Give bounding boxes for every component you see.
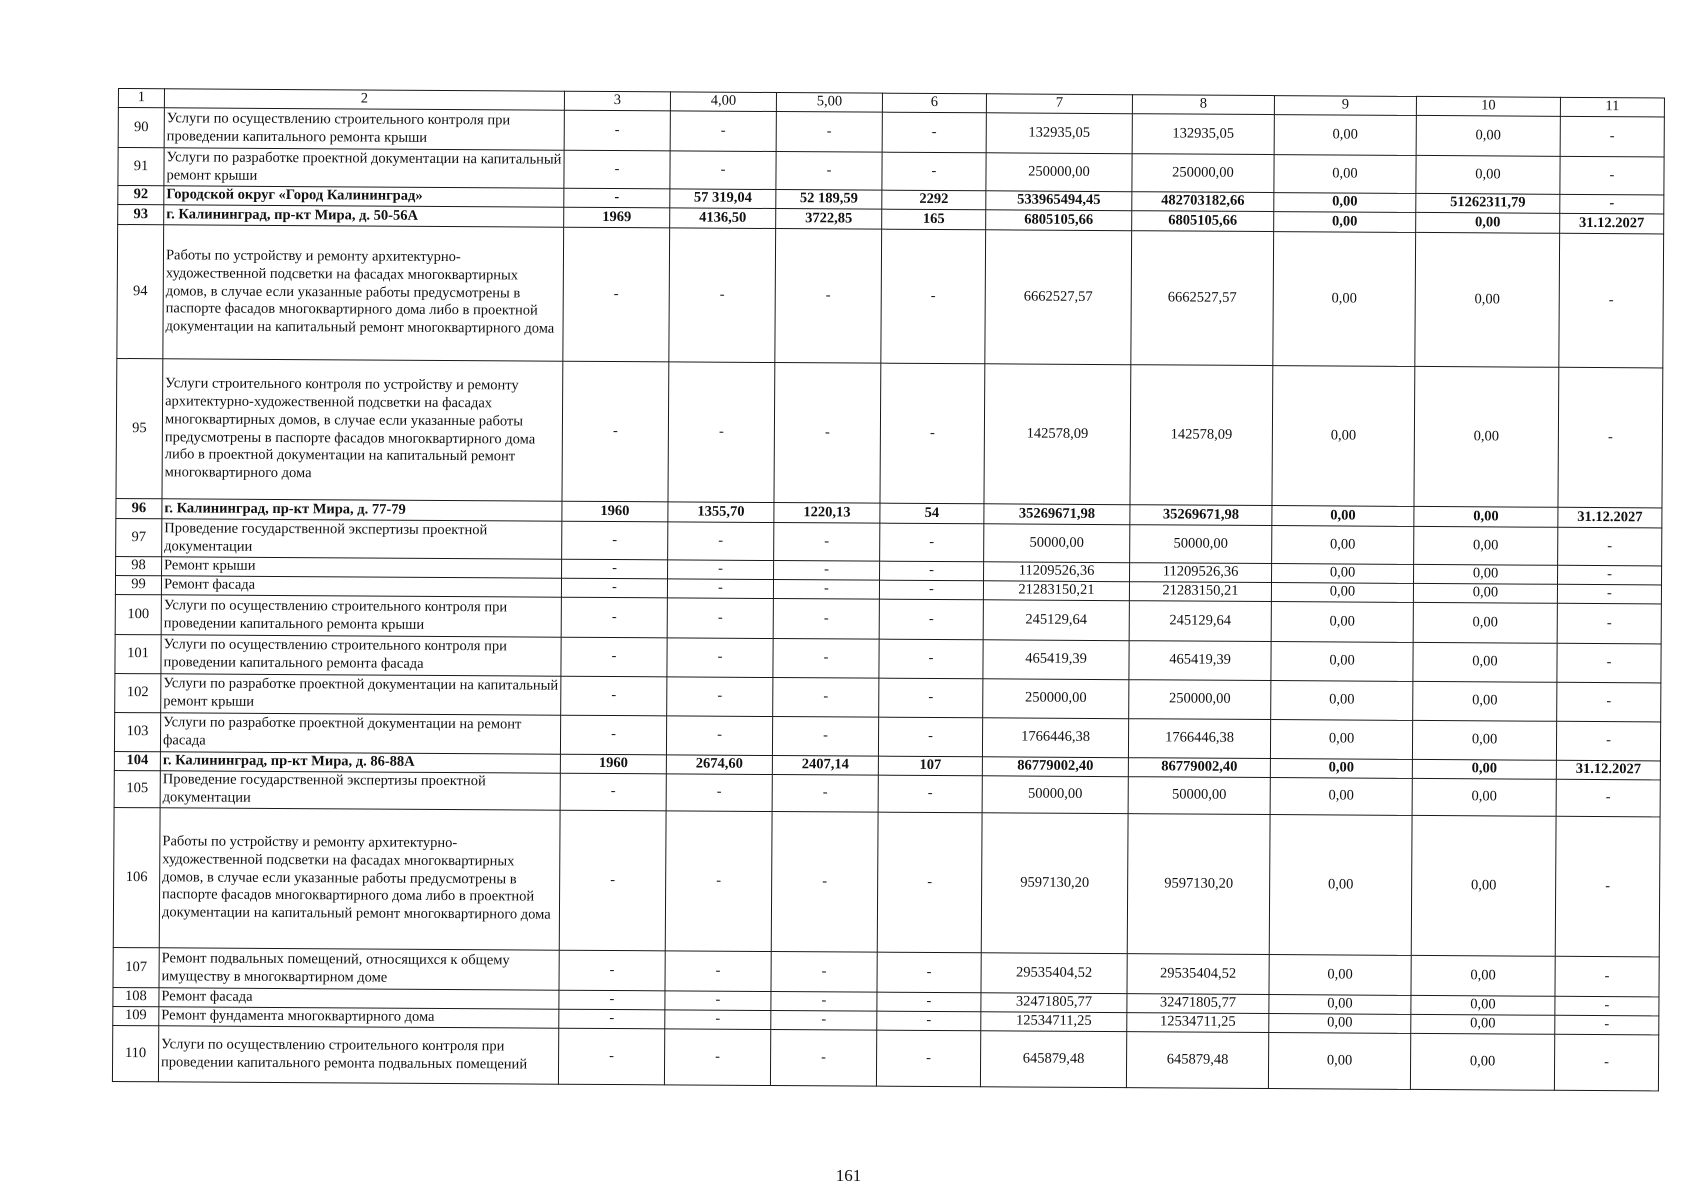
cost-budget-cell: 0,00 [1269, 1014, 1411, 1034]
cost-budget-cell: 0,00 [1273, 232, 1416, 367]
area-total-cell: - [670, 111, 776, 152]
area-total-cell: 4136,50 [670, 208, 776, 229]
residents-cell: - [879, 639, 983, 679]
cost-owners-cell: 0,00 [1411, 955, 1555, 996]
year-cell: - [562, 521, 668, 560]
residents-cell: - [878, 717, 982, 757]
area-total-cell: - [664, 1029, 770, 1086]
area-total-cell: - [668, 362, 775, 503]
cost-fund-cell: 1766446,38 [1128, 719, 1270, 759]
area-total-cell: - [665, 811, 772, 952]
deadline-cell: - [1560, 194, 1664, 214]
cost-fund-cell: 250000,00 [1129, 680, 1271, 720]
residents-cell: - [882, 112, 986, 153]
cost-budget-cell: 0,00 [1271, 681, 1413, 721]
deadline-cell: - [1556, 779, 1660, 817]
residents-cell: - [879, 580, 983, 600]
data-table [112, 88, 1665, 1091]
cost-total-cell: 50000,00 [984, 524, 1130, 563]
cost-total-cell: 29535404,52 [981, 953, 1127, 994]
area-total-cell: - [667, 579, 773, 599]
deadline-cell: - [1556, 721, 1660, 761]
cost-total-cell: 250000,00 [983, 679, 1129, 719]
cost-total-cell: 12534711,25 [981, 1012, 1127, 1032]
header-cell: 8 [1132, 95, 1274, 115]
cost-fund-cell: 35269671,98 [1130, 505, 1272, 526]
residents-cell: - [876, 1030, 980, 1087]
area-total-cell: - [665, 951, 771, 992]
residents-cell: - [879, 678, 983, 718]
work-name-cell: Услуги по разработке проектной документации на ремонт фасада [160, 713, 560, 754]
work-name-cell: г. Калининград, пр-кт Мира, д. 50-56А [164, 205, 564, 227]
area-living-cell: - [773, 678, 879, 718]
cost-total-cell: 1766446,38 [982, 718, 1128, 758]
row-number-cell: 99 [115, 575, 161, 594]
year-cell: - [561, 637, 667, 677]
cost-budget-cell: 0,00 [1274, 212, 1416, 233]
cost-owners-cell: 0,00 [1414, 506, 1558, 527]
area-total-cell: - [668, 560, 774, 580]
cost-budget-cell: 0,00 [1272, 366, 1415, 507]
cost-owners-cell: 0,00 [1410, 1033, 1554, 1090]
cost-fund-cell: 142578,09 [1130, 365, 1273, 506]
deadline-cell: 31.12.2027 [1558, 507, 1662, 528]
cost-budget-cell: 0,00 [1270, 759, 1412, 779]
cost-budget-cell: 0,00 [1272, 506, 1414, 527]
work-name-cell: Работы по устройству и ремонту архитектурно-художественной подсветки на фасадах многоквартирных домов, в случае если указанные работы предусмотрены в паспорте фасадов многоквартирного дома либо в проектной документации на капитальный ремонт многоквартирного дома [159, 808, 560, 950]
area-total-cell: - [668, 522, 774, 561]
cost-total-cell: 6805105,66 [986, 210, 1132, 231]
header-cell: 11 [1560, 97, 1664, 117]
row-number-cell: 97 [116, 518, 162, 556]
cost-budget-cell: 0,00 [1271, 602, 1413, 643]
document-sheet [112, 88, 1664, 1091]
deadline-cell: - [1555, 996, 1659, 1016]
row-number-cell: 105 [114, 770, 160, 807]
year-cell: - [560, 715, 666, 755]
year-cell: - [560, 773, 666, 811]
cost-owners-cell: 0,00 [1414, 366, 1559, 507]
cost-total-cell: 35269671,98 [984, 504, 1130, 525]
table-row [112, 1025, 1658, 1090]
work-name-cell: Ремонт фасада [161, 576, 561, 597]
cost-fund-cell: 50000,00 [1128, 777, 1270, 815]
year-cell: - [564, 188, 670, 208]
header-cell: 5,00 [776, 93, 882, 113]
deadline-cell: - [1558, 367, 1663, 508]
row-number-cell: 106 [113, 807, 160, 947]
cost-fund-cell: 9597130,20 [1127, 814, 1270, 955]
area-living-cell: - [774, 523, 880, 562]
residents-cell: - [879, 599, 983, 640]
cost-total-cell: 9597130,20 [981, 813, 1128, 954]
row-number-cell: 108 [113, 987, 159, 1006]
cost-owners-cell: 0,00 [1411, 1014, 1555, 1034]
header-cell: 2 [164, 89, 564, 110]
header-cell: 9 [1274, 96, 1416, 116]
cost-budget-cell: 0,00 [1272, 564, 1414, 584]
work-name-cell: Услуги по осуществлению строительного контроля при проведении капитального ремонта фасада [161, 635, 561, 676]
cost-total-cell: 645879,48 [980, 1031, 1126, 1088]
row-number-cell: 94 [117, 225, 164, 359]
work-name-cell: г. Калининград, пр-кт Мира, д. 77-79 [162, 499, 562, 521]
area-living-cell: 2407,14 [772, 756, 878, 776]
work-name-cell: Проведение государственной экспертизы проектной документации [160, 771, 560, 810]
year-cell: - [559, 950, 665, 991]
row-number-cell: 103 [114, 712, 160, 751]
cost-budget-cell: 0,00 [1270, 778, 1412, 816]
cost-owners-cell: 0,00 [1411, 995, 1555, 1015]
cost-total-cell: 465419,39 [983, 640, 1129, 680]
area-total-cell: - [665, 1010, 771, 1030]
area-living-cell: - [771, 952, 877, 993]
work-name-cell: Услуги по осуществлению строительного контроля при проведении капитального ремонта крыши [164, 108, 564, 150]
area-living-cell: 3722,85 [776, 209, 882, 230]
residents-cell: - [882, 152, 986, 191]
residents-cell: 107 [878, 756, 982, 776]
residents-cell: - [880, 561, 984, 581]
row-number-cell: 101 [115, 634, 161, 673]
work-name-cell: Услуги строительного контроля по устройству и ремонту архитектурно-художественной подсветки на фасадах многоквартирных домов, в случае если указанные работы предусмотрены в паспорте фасадов многоквартирного дома либо в проектной документации на капитальный ремонт многоквартирного дома [162, 359, 563, 501]
cost-fund-cell: 21283150,21 [1129, 582, 1271, 602]
cost-fund-cell: 250000,00 [1132, 154, 1274, 193]
area-total-cell: - [665, 991, 771, 1011]
year-cell: - [558, 1028, 664, 1085]
row-number-cell: 96 [116, 498, 162, 518]
area-total-cell: - [670, 151, 776, 190]
row-number-cell: 104 [114, 751, 160, 770]
year-cell: - [562, 361, 669, 502]
cost-fund-cell: 245129,64 [1129, 601, 1271, 642]
area-living-cell: - [771, 812, 878, 953]
cost-owners-cell: 0,00 [1413, 583, 1557, 603]
area-living-cell: - [773, 639, 879, 679]
deadline-cell: - [1558, 527, 1662, 566]
cost-budget-cell: 0,00 [1272, 526, 1414, 565]
cost-budget-cell: 0,00 [1269, 815, 1412, 956]
deadline-cell: - [1555, 816, 1660, 957]
area-living-cell: - [771, 1011, 877, 1031]
cost-total-cell: 245129,64 [983, 600, 1129, 641]
work-name-cell: Услуги по разработке проектной документации на капитальный ремонт крыши [161, 674, 561, 715]
cost-total-cell: 86779002,40 [982, 757, 1128, 777]
deadline-cell: - [1557, 603, 1661, 644]
cost-fund-cell: 6662527,57 [1131, 231, 1274, 366]
year-cell: 1960 [560, 754, 666, 774]
area-living-cell: - [773, 599, 879, 640]
work-name-cell: Работы по устройству и ремонту архитектурно-художественной подсветки на фасадах многоквартирных домов, в случае если указанные работы предусмотрены в паспорте фасадов многоквартирного дома либо в проектной документации на капитальный ремонт многоквартирного дома [163, 225, 564, 361]
deadline-cell: - [1557, 565, 1661, 585]
cost-fund-cell: 12534711,25 [1127, 1013, 1269, 1033]
year-cell: - [561, 578, 667, 598]
cost-owners-cell: 0,00 [1416, 115, 1560, 156]
year-cell: 1969 [564, 207, 670, 228]
header-cell: 4,00 [670, 92, 776, 112]
deadline-cell: - [1555, 1015, 1659, 1035]
deadline-cell: - [1554, 1034, 1658, 1091]
area-total-cell: - [667, 677, 773, 717]
table-body [112, 89, 1664, 1091]
row-number-cell: 90 [118, 108, 164, 148]
year-cell: - [559, 990, 665, 1010]
header-cell: 6 [882, 93, 986, 113]
year-cell: - [561, 597, 667, 638]
cost-owners-cell: 0,00 [1415, 232, 1560, 367]
area-living-cell: - [773, 580, 879, 600]
work-name-cell: Ремонт фасада [159, 988, 559, 1009]
cost-budget-cell: 0,00 [1269, 955, 1411, 996]
residents-cell: 165 [882, 209, 986, 230]
cost-fund-cell: 6805105,66 [1132, 211, 1274, 232]
deadline-cell: 31.12.2027 [1560, 213, 1664, 234]
cost-total-cell: 6662527,57 [985, 230, 1132, 365]
table-row [113, 807, 1660, 956]
row-number-cell: 92 [118, 186, 164, 205]
year-cell: - [563, 227, 670, 362]
cost-owners-cell: 0,00 [1413, 564, 1557, 584]
deadline-cell: - [1560, 156, 1664, 195]
area-living-cell: - [776, 112, 882, 153]
area-total-cell: 57 319,04 [670, 189, 776, 209]
cost-budget-cell: 0,00 [1269, 995, 1411, 1015]
area-total-cell: - [666, 716, 772, 756]
cost-fund-cell: 645879,48 [1126, 1032, 1268, 1089]
work-name-cell: Услуги по разработке проектной документации на капитальный ремонт крыши [164, 148, 564, 188]
work-name-cell: Ремонт крыши [162, 557, 562, 578]
table-row [117, 225, 1664, 368]
residents-cell: - [880, 363, 985, 504]
cost-total-cell: 533965494,45 [986, 191, 1132, 211]
year-cell: 1960 [562, 501, 668, 522]
residents-cell: - [877, 952, 981, 993]
cost-owners-cell: 0,00 [1411, 815, 1556, 956]
cost-owners-cell: 0,00 [1413, 602, 1557, 643]
cost-owners-cell: 0,00 [1412, 759, 1556, 779]
cost-owners-cell: 0,00 [1412, 778, 1556, 816]
row-number-cell: 100 [115, 594, 161, 634]
cost-budget-cell: 0,00 [1271, 642, 1413, 682]
cost-fund-cell: 482703182,66 [1132, 192, 1274, 212]
cost-owners-cell: 0,00 [1412, 720, 1556, 760]
cost-fund-cell: 465419,39 [1129, 641, 1271, 681]
area-living-cell: - [776, 152, 882, 191]
residents-cell: 54 [880, 503, 984, 524]
area-living-cell: - [770, 1030, 876, 1087]
year-cell: - [564, 110, 670, 151]
cost-total-cell: 32471805,77 [981, 993, 1127, 1013]
residents-cell: - [880, 523, 984, 562]
cost-budget-cell: 0,00 [1274, 115, 1416, 156]
residents-cell: - [881, 229, 986, 364]
row-number-cell: 109 [113, 1006, 159, 1025]
area-living-cell: - [775, 229, 882, 364]
cost-owners-cell: 0,00 [1414, 526, 1558, 565]
area-living-cell: - [774, 561, 880, 581]
residents-cell: 2292 [882, 190, 986, 210]
cost-owners-cell: 0,00 [1416, 155, 1560, 194]
work-name-cell: Услуги по осуществлению строительного контроля при проведении капитального ремонта крыши [161, 595, 561, 637]
header-cell: 1 [118, 89, 164, 108]
cost-budget-cell: 0,00 [1268, 1033, 1410, 1090]
cost-budget-cell: 0,00 [1274, 155, 1416, 194]
cost-fund-cell: 86779002,40 [1128, 758, 1270, 778]
cost-fund-cell: 132935,05 [1132, 114, 1274, 155]
work-name-cell: Услуги по осуществлению строительного контроля при проведении капитального ремонта подвальных помещений [158, 1026, 558, 1084]
cost-owners-cell: 0,00 [1413, 642, 1557, 682]
cost-total-cell: 21283150,21 [983, 581, 1129, 601]
cost-total-cell: 142578,09 [984, 364, 1131, 505]
work-name-cell: г. Калининград, пр-кт Мира, д. 86-88А [160, 752, 560, 773]
deadline-cell: - [1557, 584, 1661, 604]
area-total-cell: 2674,60 [666, 755, 772, 775]
row-number-cell: 95 [116, 358, 163, 498]
deadline-cell: - [1560, 116, 1664, 157]
cost-owners-cell: 0,00 [1416, 212, 1560, 233]
cost-total-cell: 11209526,36 [984, 562, 1130, 582]
area-total-cell: - [666, 774, 772, 812]
row-number-cell: 93 [118, 205, 164, 225]
cost-total-cell: 132935,05 [986, 113, 1132, 154]
cost-total-cell: 50000,00 [982, 776, 1128, 814]
year-cell: - [559, 1009, 665, 1029]
area-living-cell: - [774, 363, 881, 504]
cost-fund-cell: 11209526,36 [1130, 563, 1272, 583]
deadline-cell: - [1557, 643, 1661, 683]
area-living-cell: - [772, 775, 878, 813]
area-total-cell: - [667, 638, 773, 678]
cost-owners-cell: 51262311,79 [1416, 193, 1560, 213]
header-cell: 3 [564, 91, 670, 111]
header-cell: 7 [986, 94, 1132, 114]
year-cell: - [562, 559, 668, 579]
cost-budget-cell: 0,00 [1270, 720, 1412, 760]
area-living-cell: 1220,13 [774, 503, 880, 524]
page-number: 161 [835, 1166, 862, 1185]
work-name-cell: Ремонт подвальных помещений, относящихся к общему имуществу в многоквартирном доме [159, 948, 559, 990]
deadline-cell: - [1555, 956, 1659, 997]
area-living-cell: 52 189,59 [776, 190, 882, 210]
area-living-cell: - [771, 992, 877, 1012]
year-cell: - [561, 676, 667, 716]
cost-fund-cell: 29535404,52 [1127, 954, 1269, 995]
row-number-cell: 98 [116, 556, 162, 575]
row-number-cell: 91 [118, 148, 164, 186]
residents-cell: - [877, 1011, 981, 1031]
area-total-cell: - [667, 598, 773, 639]
deadline-cell: - [1557, 682, 1661, 722]
residents-cell: - [877, 812, 982, 953]
work-name-cell: Проведение государственной экспертизы проектной документации [162, 519, 562, 559]
cost-budget-cell: 0,00 [1274, 193, 1416, 213]
cost-fund-cell: 50000,00 [1130, 525, 1272, 564]
year-cell: - [564, 150, 670, 189]
area-living-cell: - [772, 717, 878, 757]
cost-total-cell: 250000,00 [986, 153, 1132, 192]
area-total-cell: - [669, 228, 776, 363]
year-cell: - [559, 810, 666, 951]
deadline-cell: - [1559, 233, 1664, 368]
table-row [116, 358, 1663, 507]
work-name-cell: Ремонт фундамента многоквартирного дома [159, 1007, 559, 1028]
area-total-cell: 1355,70 [668, 502, 774, 523]
work-name-cell: Городской округ «Город Калининград» [164, 186, 564, 207]
cost-owners-cell: 0,00 [1413, 681, 1557, 721]
cost-fund-cell: 32471805,77 [1127, 994, 1269, 1014]
residents-cell: - [878, 775, 982, 813]
row-number-cell: 107 [113, 947, 159, 987]
header-cell: 10 [1416, 96, 1560, 116]
cost-budget-cell: 0,00 [1271, 583, 1413, 603]
deadline-cell: 31.12.2027 [1556, 760, 1660, 780]
row-number-cell: 110 [112, 1025, 158, 1081]
residents-cell: - [877, 992, 981, 1012]
row-number-cell: 102 [115, 673, 161, 712]
